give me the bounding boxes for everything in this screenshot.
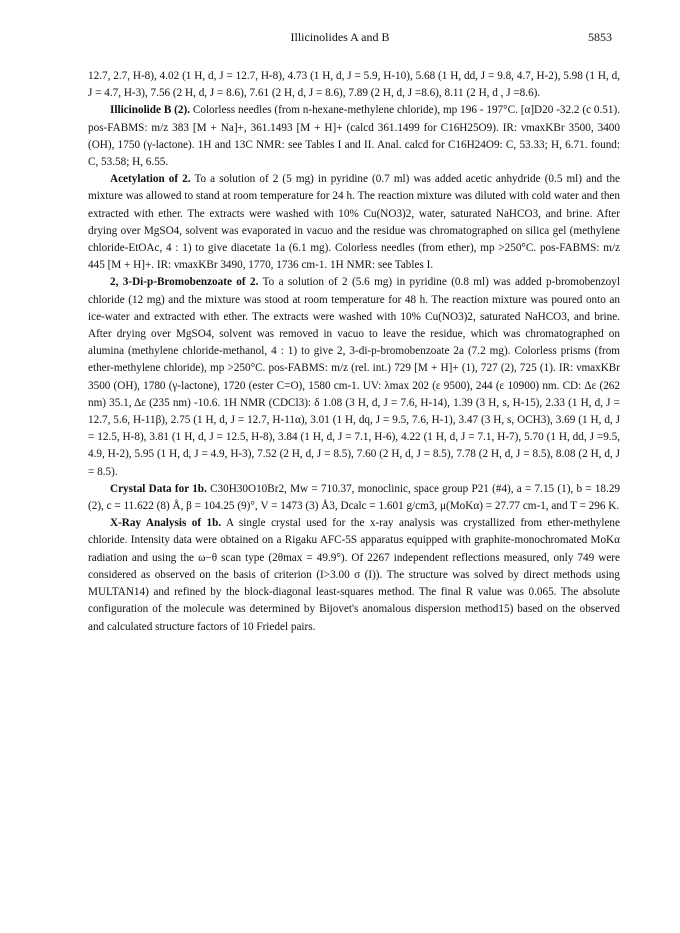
paragraph-illicinolide-b — [88, 102, 620, 171]
paragraph-heading: Illicinolide B (2). — [110, 104, 191, 117]
paragraph-text: 12.7, 2.7, H-8), 4.02 (1 H, d, J = 12.7, H-8), 4.73 (1 H, d, J = 5.9, H-10), 5.68 (1 H, dd, J = 9.8, 4.7, H-2), 5.98 (1 H, d, J = 4.7, H-3), 7.56 (2 H, d, J = 8.6), 7.61 (2 H, d, J = 8.6), 7.89 (2 H, d, J =8.6), 8.11 (2 H, d , J =8.6). — [88, 70, 620, 100]
paragraph-heading: Acetylation of 2. — [110, 173, 191, 186]
running-title: Illicinolides A and B — [290, 30, 390, 44]
page-number: 5853 — [588, 30, 612, 44]
paragraph-crystal-data — [88, 481, 620, 515]
paragraph-nmr-continuation — [88, 68, 620, 102]
paragraph-text: C30H30O10Br2, Mw = 710.37, monoclinic, space group P21 (#4), a = 7.15 (1), b = 18.29 (2), c = 11.622 (8) Å, β = 104.25 (9)°, V = 1473 (3) Å3, Dcalc = 1.601 g/cm3, μ(MoKα) = 27.77 cm-1, and T = 296 K. — [88, 482, 621, 513]
paragraph-text: To a solution of 2 (5 mg) in pyridine (0.7 ml) was added acetic anhydride (0.5 ml) and the mixture was allowed to stand at room temperature for 24 h. The reaction mixture was diluted with cold water and then extracted with ether. The extracts were washed with 10% Cu(NO3)2, water, saturated NaHCO3, and brine. After drying over MgSO4, solvent was evaporated in vacuo and the residue was chromatographed on silica gel (methylene chloride-EtOAc, 4 : 1) to give diacetate 1a (6.1 mg). Colorless needles (from ether), mp >250°C. pos-FABMS: m/z 445 [M + H]+. IR: νmaxKBr 3490, 1770, 1736 cm-1. 1H NMR: see Tables I. — [88, 173, 620, 272]
paragraph-acetylation — [88, 171, 620, 274]
paragraph-heading: 2, 3-Di-p-Bromobenzoate of 2. — [110, 276, 259, 289]
paragraph-text: To a solution of 2 (5.6 mg) in pyridine (0.8 ml) was added p-bromobenzoyl chloride (12 mg) and the mixture was stood at room temperature for 48 h. The reaction mixture was poured onto an ice-water and extracted with ether. The extracts were washed with 10% Cu(NO3)2, saturated NaHCO3, and brine. After drying over MgSO4, solvent was removed in vacuo to leave the residue, which was chromatographed on alumina (methylene chloride-methanol, 4 : 1) to give 2, 3-di-p-bromobenzoate 2a (7.2 mg). Colorless prisms (from ether-methylene chloride), mp >250°C. pos-FABMS: m/z (rel. int.) 729 [M + H]+ (1), 727 (2), 725 (1). IR: νmaxKBr 3500 (OH), 1780 (γ-lactone), 1720 (ester C=O), 1580 cm-1. UV: λmax 202 (ε 9500), 244 (ε 10900) nm. CD: Δε (262 nm) 35.1, Δε (235 nm) -10.6. 1H NMR (CDCl3): δ 1.08 (3 H, d, J = 7.6, H-14), 1.39 (3 H, s, H-15), 2.33 (1 H, d, J = 12.7, 5.6, H-11β), 2.75 (1 H, d, J = 12.7, H-11α), 3.01 (1 H, dq, J = 9.5, 7.6, H-1), 3.47 (3 H, s, OCH3), 3.69 (1 H, d, J = 12.5, H-8), 3.81 (1 H, d, J = 12.5, H-8), 3.84 (1 H, d, J = 7.1, H-6), 4.22 (1 H, d, J = 7.1, H-7), 5.70 (1 H, dd, J =9.5, 4.9, H-2), 5.95 (1 H, d, J = 4.9, H-3), 7.52 (2 H, d, J = 8.5), 7.60 (2 H, d, J = 8.5), 7.78 (2 H, d, J = 8.5), 8.08 (2 H, d, J = 8.5). — [88, 276, 620, 478]
paragraph-xray-analysis — [88, 515, 620, 635]
paragraph-heading: X-Ray Analysis of 1b. — [110, 517, 222, 530]
paragraph-text: A single crystal used for the x-ray analysis was crystallized from ether-methylene chloride. Intensity data were obtained on a Rigaku AFC-5S apparatus equipped with graphite-monochromated MoKα radiation and using the ω−θ scan type (2θmax = 49.9°). Of 2267 independent reflections measured, only 749 were considered as observed on the basis of criterion (I>3.00 σ (I)). The structure was solved by direct methods using MULTAN14) and refined by the block-diagonal least-squares method. The final R value was 0.065. The absolute configuration of the molecule was determined by Bijovet's anomalous dispersion method15) based on the observed and calculated structure factors of 10 Friedel pairs. — [88, 517, 620, 633]
body-text — [88, 68, 620, 636]
paragraph-heading: Crystal Data for 1b. — [110, 482, 207, 495]
paragraph-text: Colorless needles (from n-hexane-methylene chloride), mp 196 - 197°C. [α]D20 -32.2 (c 0.51). pos-FABMS: m/z 383 [M + Na]+, 361.1493 [M + H]+ (calcd 361.1499 for C16H25O9). IR: νmaxKBr 3500, 3400 (OH), 1750 (γ-lactone). 1H and 13C NMR: see Tables I and II. Anal. calcd for C16H24O9: C, 53.33; H, 6.71. found: C, 53.58; H, 6.55. — [88, 104, 621, 169]
paragraph-dibromobenzoate — [88, 274, 620, 480]
